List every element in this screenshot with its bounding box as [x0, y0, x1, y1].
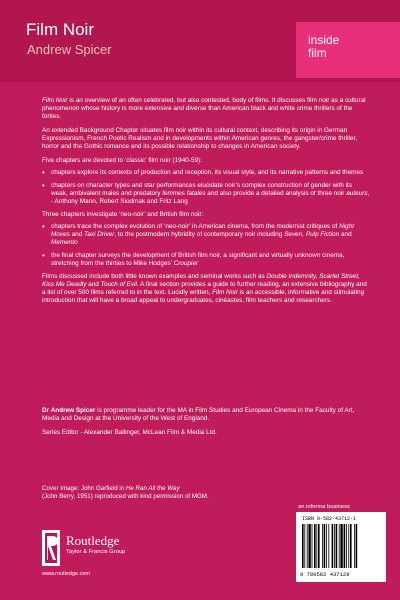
credit-film: He Ran All the Way	[125, 485, 180, 492]
credit-prefix: Cover Image: John Garfield in	[42, 485, 126, 492]
cover-credit	[42, 485, 342, 501]
barcode-bar	[322, 524, 323, 568]
barcode-bar	[336, 524, 338, 568]
text: . A final section provides a guide to further reading, an extensive bibliography and a list of over 500 films referred to in the text. Lucidly written,	[42, 281, 367, 296]
book-author: Andrew Spicer	[27, 42, 112, 57]
book-title: Film Noir	[26, 20, 94, 39]
bio-text: is programme leader for the MA in Film Studies and European Cinema in the Faculty of Art, Media and Design at the University of the West of England.	[42, 407, 355, 422]
barcode-bar	[356, 524, 358, 568]
barcode-bar	[334, 524, 335, 568]
routledge-mark-icon	[42, 530, 60, 566]
barcode-bar	[339, 524, 340, 568]
text: and	[86, 281, 101, 288]
author-bio	[42, 407, 372, 443]
classic-bullet-2	[42, 182, 370, 206]
blurb-closing	[42, 273, 370, 305]
text: the final chapter surveys the development of British film noir, a significant and virtually unknown cinema, stretching from the thirties to Mike Hodges’	[51, 252, 345, 267]
text: Double Indemnity, Scarlet Street, Kiss Me Deadly	[42, 273, 360, 288]
text: Memento	[51, 239, 78, 246]
text: Films discussed include both little known examples and seminal works such as	[42, 273, 267, 280]
text: and	[339, 231, 352, 238]
intro-text: is an overview of an often celebrated, but also contested, body of films. It discusses film noir as a cultural phenomenon whose history is more extensive and diverse than American black and white crime thrillers of the forties.	[42, 97, 366, 120]
barcode-bar	[304, 524, 305, 568]
publisher-group: Taylor & Francis Group	[66, 549, 126, 555]
barcode-bar	[324, 524, 326, 568]
barcode-bar	[346, 524, 347, 568]
bio-paragraph	[42, 407, 372, 423]
barcode-bar	[348, 524, 349, 568]
text: chapters trace the complex evolution of ‘neo-noir’ in American cinema, from the modernist critiques of	[51, 223, 340, 230]
barcode-bar	[314, 524, 316, 568]
publisher-url[interactable]: www.routledge.com	[42, 571, 90, 577]
barcode-bar	[350, 524, 352, 568]
publisher-name: Routledge	[66, 533, 120, 548]
routledge-logo	[42, 530, 162, 566]
classic-bullet-1: • chapters explore its contexts of production and reception, its visual style, and its narrative patterns and themes	[42, 169, 370, 177]
series-line-inside: inside	[308, 33, 340, 47]
series-editor: Series Editor - Alexander Ballinger, McLean Film & Media Ltd.	[42, 429, 217, 436]
isbn-text: ISBN 0-582-43712-1	[302, 516, 357, 522]
classic-list	[42, 169, 370, 206]
text: Croupier	[173, 260, 199, 267]
text: is an accessible, informative and stimulating introduction that will have a broad appeal to undergraduates, cinéastes, film teachers and researchers.	[42, 289, 365, 304]
neo-intro: Three chapters investigate ‘neo-noir’ and British film noir:	[42, 211, 204, 218]
barcode-bar	[340, 524, 342, 568]
barcode-bar	[308, 524, 310, 568]
barcode-bar	[318, 524, 320, 568]
barcode-bar	[344, 524, 346, 568]
neo-bullet-2	[42, 252, 370, 268]
barcode-bar	[307, 524, 308, 568]
informa-line: an informa business	[298, 504, 350, 510]
neo-list	[42, 223, 370, 268]
barcode-bar	[316, 524, 317, 568]
barcode-icon	[302, 524, 380, 568]
series-logo	[296, 22, 400, 78]
text: Taxi Driver	[84, 231, 115, 238]
barcode-bar	[312, 524, 313, 568]
text: , - Anthony Mann, Robert Siodmak and Fritz Lang	[51, 190, 370, 205]
text: auteurs	[346, 190, 368, 197]
text: Touch of Evil	[100, 281, 137, 288]
text: and	[69, 231, 85, 238]
barcode-panel	[296, 512, 386, 582]
blurb	[42, 97, 370, 311]
text: and also provide a detailed analysis of three noir	[205, 190, 347, 197]
text: chapters on character types and star performances elucidate noir’s complex construction of gender with its weak, ambivalent males and predatory	[51, 182, 352, 197]
intro-title: Film Noir	[42, 97, 68, 104]
barcode-digits: 9 780582 437128	[300, 571, 350, 578]
text: femmes fatales	[162, 190, 206, 197]
classic-intro: Five chapters are devoted to ‘classic’ film noir (1940-59):	[42, 157, 202, 164]
credit-suffix: (John Berry, 1951) reproduced with kind permission of MGM.	[42, 493, 209, 500]
barcode-bar	[302, 524, 304, 568]
series-line-film: film	[308, 46, 327, 60]
bio-name: Dr Andrew Spicer	[42, 407, 96, 414]
blurb-intro	[42, 97, 370, 121]
text: Seven, Pulp Fiction	[284, 231, 340, 238]
blurb-background: An extended Background Chapter situates film noir within its cultural context, describing its origin in German Expressionism, French Poetic Realism and in developments within American genres, the gangster/crime thriller, horror and the Gothic romance and its possible relationship to changes in American society.	[42, 127, 358, 150]
barcode-bar	[326, 524, 327, 568]
barcode-bar	[328, 524, 329, 568]
text: , to the postmodern hybridity of contemporary noir including	[114, 231, 285, 238]
barcode-bar	[332, 524, 334, 568]
neo-bullet-1	[42, 223, 370, 247]
text: Night Moves	[51, 223, 354, 238]
barcode-bar	[354, 524, 355, 568]
text: Film Noir	[212, 289, 238, 296]
